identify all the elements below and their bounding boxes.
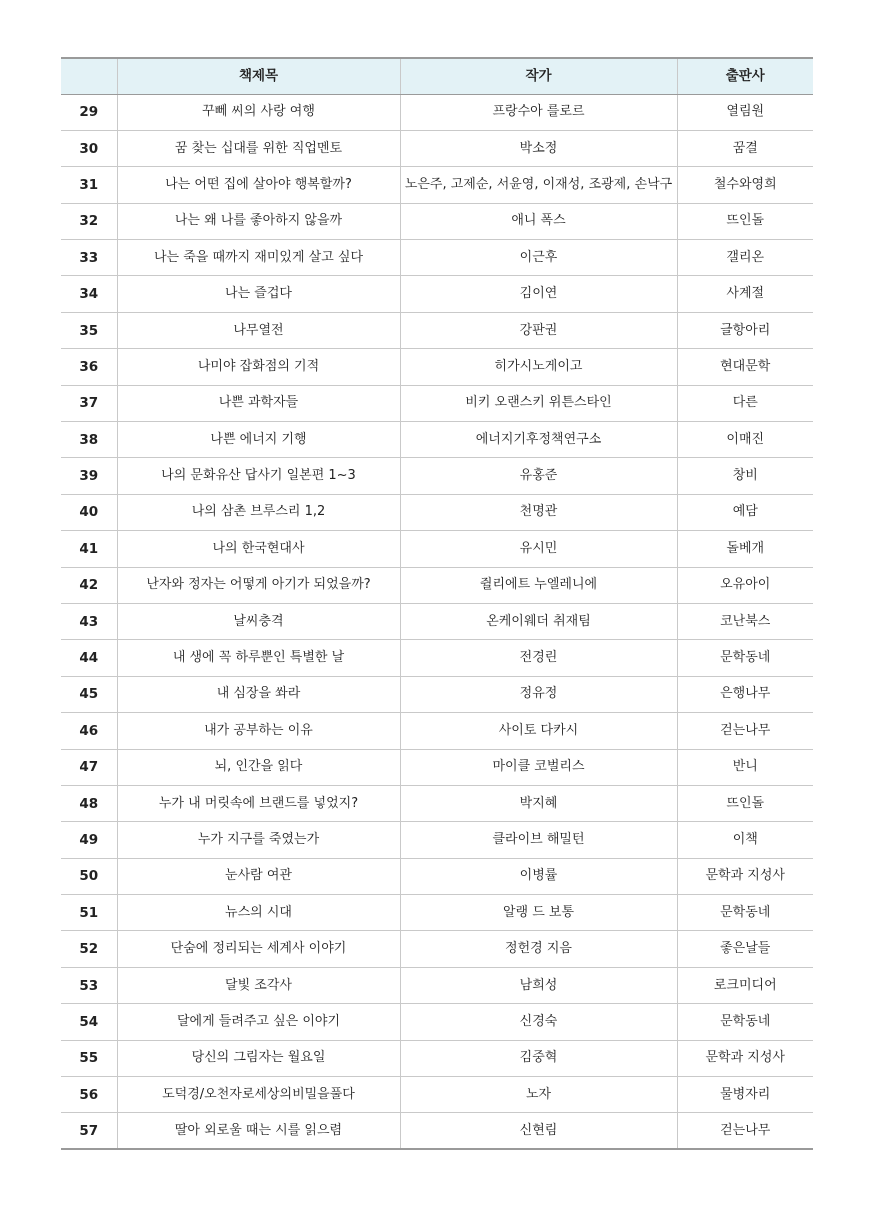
row-number: 29 [61, 94, 117, 130]
table-row [61, 494, 813, 530]
book-author: 유시민 [400, 531, 677, 567]
table-row [61, 1004, 813, 1040]
book-author: 남희성 [400, 967, 677, 1003]
book-publisher: 코난북스 [677, 603, 813, 639]
table-row [61, 531, 813, 567]
book-list-table [61, 57, 813, 1150]
book-author: 김중혁 [400, 1040, 677, 1076]
book-publisher: 오유아이 [677, 567, 813, 603]
book-title: 나무열전 [117, 312, 400, 348]
book-publisher: 문학과 지성사 [677, 858, 813, 894]
table-row [61, 1040, 813, 1076]
book-author: 노자 [400, 1077, 677, 1113]
table-row [61, 94, 813, 130]
book-publisher: 이책 [677, 822, 813, 858]
table-row [61, 749, 813, 785]
book-title: 나미야 잡화점의 기적 [117, 349, 400, 385]
table-row [61, 713, 813, 749]
row-number: 56 [61, 1077, 117, 1113]
row-number: 53 [61, 967, 117, 1003]
row-number: 35 [61, 312, 117, 348]
table-row [61, 676, 813, 712]
book-author: 천명관 [400, 494, 677, 530]
book-author: 쥘리에트 누엘레니에 [400, 567, 677, 603]
row-number: 30 [61, 130, 117, 166]
table-row [61, 931, 813, 967]
book-publisher: 철수와영희 [677, 167, 813, 203]
book-title: 달빛 조각사 [117, 967, 400, 1003]
row-number: 40 [61, 494, 117, 530]
row-number: 43 [61, 603, 117, 639]
row-number: 34 [61, 276, 117, 312]
book-title: 나의 문화유산 답사기 일본편 1~3 [117, 458, 400, 494]
row-number: 38 [61, 422, 117, 458]
table-row [61, 967, 813, 1003]
table-row [61, 785, 813, 821]
book-title: 나의 삼촌 브루스리 1,2 [117, 494, 400, 530]
book-author: 온케이웨더 취재팀 [400, 603, 677, 639]
header-row [61, 58, 813, 94]
row-number: 46 [61, 713, 117, 749]
row-number: 32 [61, 203, 117, 239]
book-title: 내 심장을 쏴라 [117, 676, 400, 712]
table-row [61, 822, 813, 858]
row-number: 41 [61, 531, 117, 567]
table-row [61, 385, 813, 421]
book-publisher: 은행나무 [677, 676, 813, 712]
book-author: 유홍준 [400, 458, 677, 494]
book-title: 뉴스의 시대 [117, 895, 400, 931]
book-author: 강판권 [400, 312, 677, 348]
book-publisher: 현대문학 [677, 349, 813, 385]
book-author: 정헌경 지음 [400, 931, 677, 967]
book-title: 나는 왜 나를 좋아하지 않을까 [117, 203, 400, 239]
table-row [61, 130, 813, 166]
table-row [61, 1077, 813, 1113]
book-title: 내 생에 꼭 하루뿐인 특별한 날 [117, 640, 400, 676]
book-publisher: 문학동네 [677, 1004, 813, 1040]
row-number: 44 [61, 640, 117, 676]
table-row [61, 203, 813, 239]
book-author: 프랑수아 를로르 [400, 94, 677, 130]
table-row [61, 167, 813, 203]
book-author: 비키 오랜스키 위튼스타인 [400, 385, 677, 421]
book-author: 히가시노게이고 [400, 349, 677, 385]
row-number: 52 [61, 931, 117, 967]
row-number: 50 [61, 858, 117, 894]
row-number: 45 [61, 676, 117, 712]
book-title: 눈사람 여관 [117, 858, 400, 894]
book-publisher: 다른 [677, 385, 813, 421]
row-number: 37 [61, 385, 117, 421]
table-header [61, 58, 813, 94]
table-row [61, 312, 813, 348]
book-author: 이근후 [400, 240, 677, 276]
row-number: 47 [61, 749, 117, 785]
book-publisher: 뜨인돌 [677, 203, 813, 239]
table-row [61, 640, 813, 676]
table-row [61, 567, 813, 603]
book-publisher: 뜨인돌 [677, 785, 813, 821]
table-row [61, 458, 813, 494]
table-row [61, 858, 813, 894]
row-number: 31 [61, 167, 117, 203]
book-author: 에너지기후정책연구소 [400, 422, 677, 458]
table-row [61, 240, 813, 276]
book-title: 나의 한국현대사 [117, 531, 400, 567]
book-title: 누가 내 머릿속에 브랜드를 넣었지? [117, 785, 400, 821]
book-publisher: 글항아리 [677, 312, 813, 348]
book-title: 나는 죽을 때까지 재미있게 살고 싶다 [117, 240, 400, 276]
row-number: 42 [61, 567, 117, 603]
book-author: 애니 폭스 [400, 203, 677, 239]
table-row [61, 895, 813, 931]
book-publisher: 열림원 [677, 94, 813, 130]
row-number: 39 [61, 458, 117, 494]
book-publisher: 문학과 지성사 [677, 1040, 813, 1076]
table-row [61, 603, 813, 639]
book-author: 김이연 [400, 276, 677, 312]
book-title: 단숨에 정리되는 세계사 이야기 [117, 931, 400, 967]
header-title: 책제목 [117, 58, 400, 94]
book-title: 도덕경/오천자로세상의비밀을풀다 [117, 1077, 400, 1113]
book-title: 꾸뻬 씨의 사랑 여행 [117, 94, 400, 130]
book-publisher: 예담 [677, 494, 813, 530]
book-publisher: 돌베개 [677, 531, 813, 567]
book-title: 나쁜 과학자들 [117, 385, 400, 421]
row-number: 54 [61, 1004, 117, 1040]
book-publisher: 이매진 [677, 422, 813, 458]
book-author: 알랭 드 보통 [400, 895, 677, 931]
row-number: 55 [61, 1040, 117, 1076]
header-author: 작가 [400, 58, 677, 94]
book-title: 딸아 외로울 때는 시를 읽으렴 [117, 1113, 400, 1149]
header-number [61, 58, 117, 94]
table-row [61, 349, 813, 385]
book-publisher: 걷는나무 [677, 1113, 813, 1149]
book-publisher: 창비 [677, 458, 813, 494]
row-number: 36 [61, 349, 117, 385]
book-publisher: 반니 [677, 749, 813, 785]
book-author: 사이토 다카시 [400, 713, 677, 749]
table-row [61, 276, 813, 312]
row-number: 51 [61, 895, 117, 931]
row-number: 33 [61, 240, 117, 276]
book-publisher: 문학동네 [677, 640, 813, 676]
header-publisher: 출판사 [677, 58, 813, 94]
book-author: 이병률 [400, 858, 677, 894]
book-title: 난자와 정자는 어떻게 아기가 되었을까? [117, 567, 400, 603]
book-publisher: 꿈결 [677, 130, 813, 166]
book-title: 달에게 들려주고 싶은 이야기 [117, 1004, 400, 1040]
book-title: 나쁜 에너지 기행 [117, 422, 400, 458]
book-author: 마이클 코벌리스 [400, 749, 677, 785]
book-title: 당신의 그림자는 월요일 [117, 1040, 400, 1076]
book-title: 나는 즐겁다 [117, 276, 400, 312]
book-publisher: 걷는나무 [677, 713, 813, 749]
book-title: 뇌, 인간을 읽다 [117, 749, 400, 785]
book-title: 누가 지구를 죽였는가 [117, 822, 400, 858]
book-author: 클라이브 해밀턴 [400, 822, 677, 858]
book-title: 내가 공부하는 이유 [117, 713, 400, 749]
book-publisher: 사계절 [677, 276, 813, 312]
row-number: 49 [61, 822, 117, 858]
book-publisher: 갤리온 [677, 240, 813, 276]
book-author: 박소정 [400, 130, 677, 166]
row-number: 57 [61, 1113, 117, 1149]
book-title: 꿈 찾는 십대를 위한 직업멘토 [117, 130, 400, 166]
book-author: 신경숙 [400, 1004, 677, 1040]
table-row [61, 422, 813, 458]
book-publisher: 문학동네 [677, 895, 813, 931]
book-author: 노은주, 고제순, 서윤영, 이재성, 조광제, 손낙구 [400, 167, 677, 203]
book-publisher: 로크미디어 [677, 967, 813, 1003]
book-publisher: 좋은날들 [677, 931, 813, 967]
book-author: 신현림 [400, 1113, 677, 1149]
table-body [61, 94, 813, 1149]
book-title: 날씨충격 [117, 603, 400, 639]
book-publisher: 물병자리 [677, 1077, 813, 1113]
row-number: 48 [61, 785, 117, 821]
table-row [61, 1113, 813, 1149]
book-author: 박지혜 [400, 785, 677, 821]
book-author: 전경린 [400, 640, 677, 676]
book-author: 정유정 [400, 676, 677, 712]
book-title: 나는 어떤 집에 살아야 행복할까? [117, 167, 400, 203]
